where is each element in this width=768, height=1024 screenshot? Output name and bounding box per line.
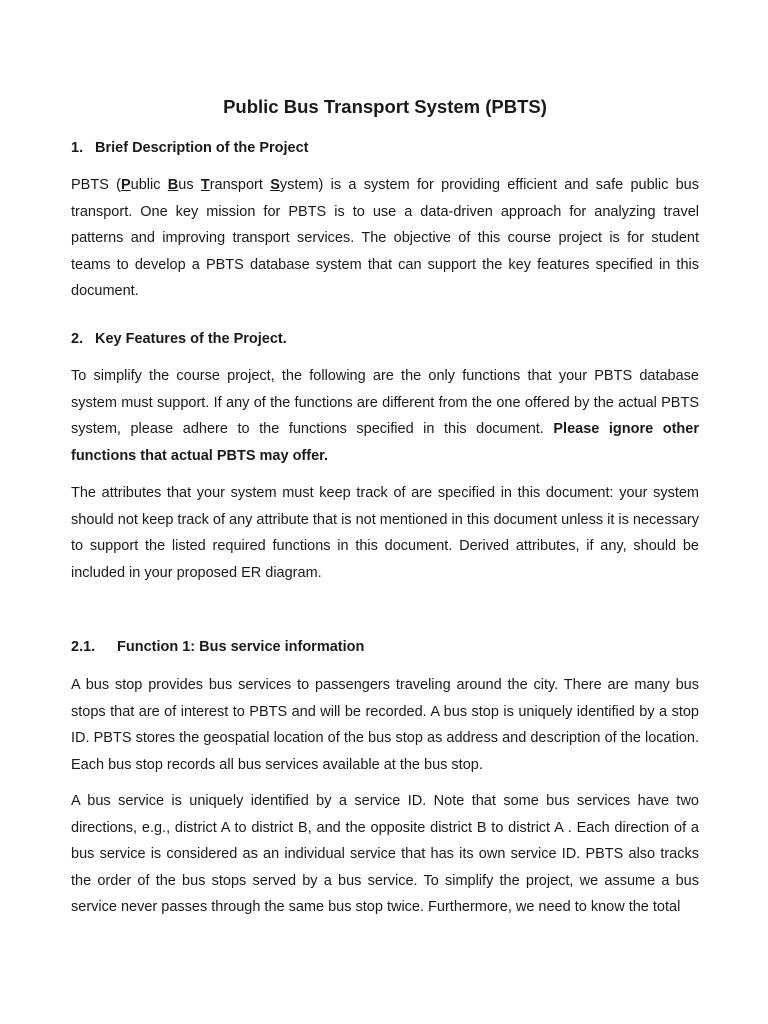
paragraph-text: A bus stop provides bus services to passengers traveling around the city. There are many bus stops that are of interest to PBTS and will be recorded. A bus stop is uniquely identified by a stop ID. PBTS stores the geospatial location of the bus stop as address and description of the location. Each bus stop records all bus services available at the bus stop. <box>71 677 699 773</box>
section-heading-1 <box>71 140 309 156</box>
paragraph-text: To simplify the course project, the following are the only functions that your PBTS database system must support. If any of the functions are different from the one offered by the actual PBTS system, please adhere to the functions specified in this document. <box>71 368 699 438</box>
acronym-rest: us <box>178 177 201 193</box>
document-title: Public Bus Transport System (PBTS) <box>223 96 547 117</box>
section-heading-2 <box>71 331 287 347</box>
paragraph-attributes <box>71 480 699 586</box>
acronym-letter: S <box>270 177 280 193</box>
paragraph-bus-stop <box>71 672 699 778</box>
section-heading-text: Brief Description of the Project <box>95 140 309 156</box>
paragraph-text: A bus service is uniquely identified by a service ID. Note that some bus services have two directions, e.g., district A to district B, and the opposite district B to district A . Each direction of a bus service is considered as an individual service that has its own service ID. PBTS also tracks the order of the bus stops served by a bus service. To simplify the project, we assume a bus service never passes through the same bus stop twice. Furthermore, we need to know the total <box>71 793 699 916</box>
paragraph-text: ) is a system for providing efficient and safe public bus transport. One key mission for PBTS is to use a data-driven approach for analyzing travel patterns and improving transport services. The objective of this course project is for student teams to develop a PBTS database system that can support the key features specified in this document. <box>71 177 699 300</box>
paragraph-text: The attributes that your system must keep track of are specified in this document: your system should not keep track of any attribute that is not mentioned in this document unless it is necessary to support the listed required functions in this document. Derived attributes, if any, should be included in your proposed ER diagram. <box>71 485 699 581</box>
section-heading-text: Key Features of the Project. <box>95 331 287 347</box>
paragraph-lead: PBTS ( <box>71 177 121 193</box>
acronym-letter: P <box>120 177 131 193</box>
acronym-rest: ublic <box>130 177 168 193</box>
acronym-letter: B <box>167 177 179 193</box>
section-number: 2. <box>71 331 84 347</box>
acronym-rest: ystem <box>279 177 319 193</box>
section-heading-text: Function 1: Bus service information <box>117 639 365 655</box>
section-heading-2-1 <box>71 639 364 655</box>
acronym-letter: T <box>200 177 210 193</box>
acronym-rest: ransport <box>209 177 271 193</box>
paragraph-bold-text: Please ignore other functions that actual PBTS may offer. <box>71 421 700 464</box>
paragraph-project-description <box>71 172 699 305</box>
section-number: 2.1. <box>71 639 96 655</box>
paragraph-bus-service <box>71 788 699 921</box>
paragraph-key-features <box>71 363 699 469</box>
section-number: 1. <box>71 140 84 156</box>
